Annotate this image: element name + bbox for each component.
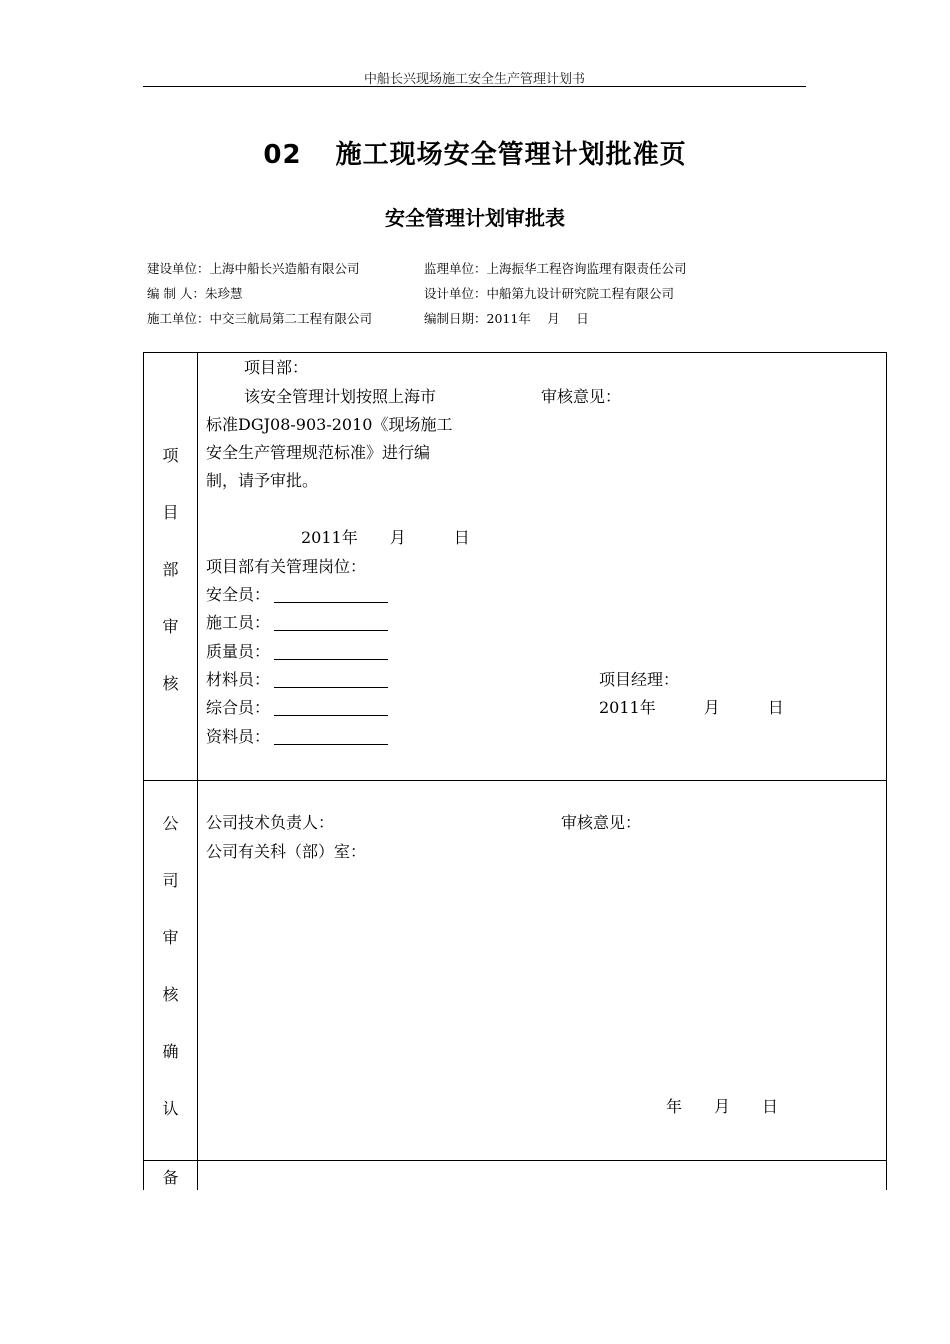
side-label-char: 目 bbox=[162, 503, 179, 522]
column-divider bbox=[197, 353, 198, 1190]
signature-blank[interactable] bbox=[274, 588, 388, 603]
side-label-char: 项 bbox=[162, 446, 179, 465]
position-row-safety bbox=[206, 581, 388, 610]
company-dept-office-label: 公司有关科（部）室： bbox=[206, 842, 367, 861]
position-label: 安全员： bbox=[206, 585, 271, 604]
body-line: 安全生产管理规范标准》进行编 bbox=[206, 443, 431, 462]
side-label-char: 司 bbox=[162, 871, 179, 890]
review-opinion-label: 审核意见： bbox=[541, 387, 622, 406]
submit-date: 2011年 月 日 bbox=[301, 528, 470, 547]
position-row-quality bbox=[206, 638, 388, 667]
build-unit: 建设单位：上海中船长兴造船有限公司 bbox=[147, 261, 360, 276]
company-review-opinion-label: 审核意见： bbox=[561, 813, 642, 832]
side-label-char: 部 bbox=[162, 560, 179, 579]
body-line: 标准DGJ08-903-2010《现场施工 bbox=[206, 415, 453, 434]
header-rule bbox=[143, 86, 806, 87]
compiler: 编 制 人：朱珍慧 bbox=[147, 286, 243, 301]
position-label: 资料员： bbox=[206, 727, 271, 746]
company-review-date: 年 月 日 bbox=[666, 1097, 779, 1116]
form-subtitle: 安全管理计划审批表 bbox=[385, 206, 565, 230]
row-divider-2 bbox=[144, 1160, 886, 1161]
supervisor-unit: 监理单位：上海振华工程咨询监理有限责任公司 bbox=[424, 261, 687, 276]
title-text: 施工现场安全管理计划批准页 bbox=[335, 140, 687, 170]
title-number: 02 bbox=[263, 140, 302, 170]
running-header: 中船长兴现场施工安全生产管理计划书 bbox=[363, 72, 585, 87]
position-row-records bbox=[206, 723, 388, 752]
signature-blank[interactable] bbox=[274, 701, 388, 716]
row-divider-1 bbox=[144, 780, 886, 781]
side-label-char: 审 bbox=[162, 617, 179, 636]
position-label: 综合员： bbox=[206, 698, 271, 717]
side-label-char: 备 bbox=[162, 1168, 179, 1187]
body-line: 该安全管理计划按照上海市 bbox=[244, 387, 437, 406]
positions-label: 项目部有关管理岗位： bbox=[206, 557, 367, 576]
signature-blank[interactable] bbox=[274, 645, 388, 660]
side-label-char: 认 bbox=[162, 1099, 179, 1118]
project-manager-label: 项目经理： bbox=[599, 670, 680, 689]
body-line: 制，请予审批。 bbox=[206, 471, 319, 490]
signature-blank[interactable] bbox=[274, 673, 388, 688]
position-label: 材料员： bbox=[206, 670, 271, 689]
side-label-char: 核 bbox=[162, 985, 179, 1004]
signature-blank[interactable] bbox=[274, 616, 388, 631]
page-title bbox=[0, 134, 950, 171]
project-manager-date: 2011年 月 日 bbox=[599, 698, 784, 717]
approval-form-table bbox=[143, 352, 887, 1190]
position-label: 施工员： bbox=[206, 613, 271, 632]
compile-date: 编制日期：2011年 月 日 bbox=[424, 311, 589, 326]
side-label-char: 公 bbox=[162, 814, 179, 833]
project-dept-label: 项目部： bbox=[244, 358, 309, 377]
design-unit: 设计单位：中船第九设计研究院工程有限公司 bbox=[424, 286, 675, 301]
construction-unit: 施工单位：中交三航局第二工程有限公司 bbox=[147, 311, 373, 326]
side-label-char: 核 bbox=[162, 674, 179, 693]
position-row-materials bbox=[206, 666, 388, 695]
side-label-char: 审 bbox=[162, 928, 179, 947]
position-label: 质量员： bbox=[206, 642, 271, 661]
company-tech-lead-label: 公司技术负责人： bbox=[206, 813, 335, 832]
signature-blank[interactable] bbox=[274, 730, 388, 745]
position-row-construction bbox=[206, 609, 388, 638]
side-label-char: 确 bbox=[162, 1042, 179, 1061]
position-row-general bbox=[206, 694, 388, 723]
